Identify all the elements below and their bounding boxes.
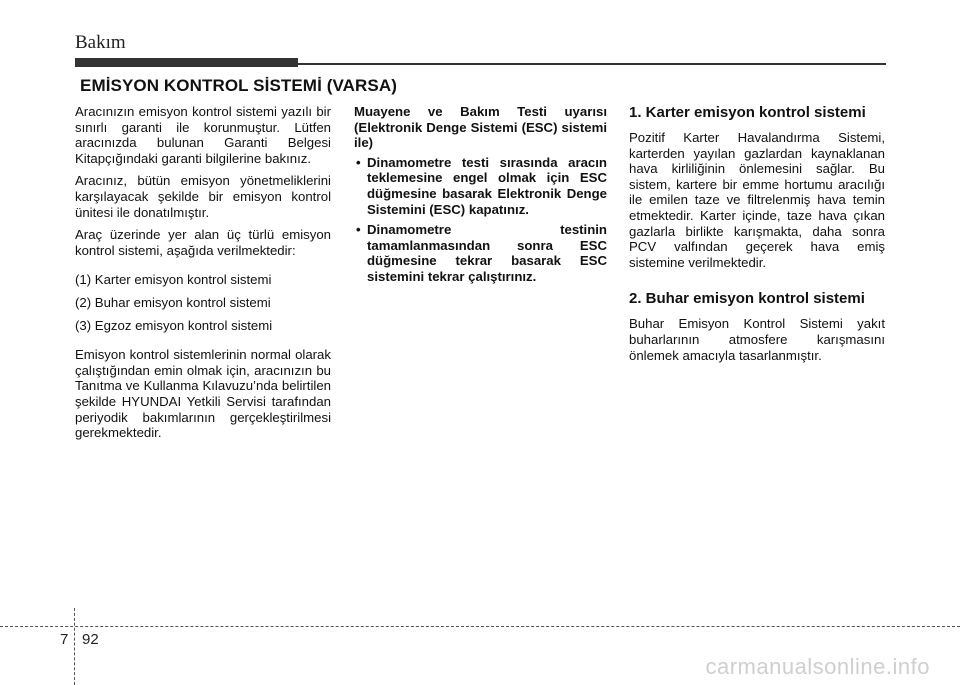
footer-rule: [0, 626, 960, 627]
paragraph: Araç üzerinde yer alan üç türlü emisyon kontrol sistemi, aşağıda verilmektedir:: [75, 227, 331, 258]
paragraph: Buhar Emisyon Kontrol Sistemi yakıt buharlarının atmosfere karışmasını önlemek amacıyla tasarlanmıştır.: [629, 316, 885, 363]
section-title: EMİSYON KONTROL SİSTEMİ (VARSA): [80, 76, 397, 95]
paragraph: Pozitif Karter Havalandırma Sistemi, karterden yayılan gazlardan kaynaklanan hava kirliliğinin önlemesini sağlar. Bu sistem, kartere bir emme hortumu aracılığı ile emilen taze ve filtrelenmiş hava temin etmektedir. Karter içinde, taze hava çıkan gazlarla birlikte karışmakta, daha sonra PCV valfından geçerek hava emiş sistemine verilmektedir.: [629, 130, 885, 270]
list-item: (2) Buhar emisyon kontrol sistemi: [75, 294, 271, 310]
page-number: 92: [82, 631, 99, 648]
header-accent-bar: [75, 58, 298, 67]
paragraph: Aracınızın emisyon kontrol sistemi yazılı bir sınırlı garanti ile korunmuştur. Lütfen aracınızda bulunan Garanti Belgesi Kitapçığındaki garanti bilgilerine bakınız.: [75, 104, 331, 166]
list-item: (1) Karter emisyon kontrol sistemi: [75, 272, 272, 288]
column-left: [75, 104, 331, 448]
paragraph: Aracınız, bütün emisyon yönetmeliklerini karşılayacak şekilde bir emisyon kontrol ünitesi ile donatılmıştır.: [75, 173, 331, 220]
column-middle: [354, 104, 607, 290]
warning-heading: Muayene ve Bakım Testi uyarısı (Elektronik Denge Sistemi (ESC) sistemi ile): [354, 104, 607, 151]
subsection-heading: 1. Karter emisyon kontrol sistemi: [629, 104, 866, 121]
subsection-heading: 2. Buhar emisyon kontrol sistemi: [629, 290, 865, 308]
bullet-text: Dinamometre testi sırasında aracın teklemesine engel olmak için ESC düğmesine basarak Elektronik Denge Sistemini (ESC) kapatınız.: [367, 154, 607, 217]
list-item: (3) Egzoz emisyon kontrol sistemi: [75, 317, 273, 333]
bullet-list: [354, 155, 607, 285]
header-rule: [298, 63, 886, 65]
bullet-item: [354, 222, 607, 284]
paragraph: Emisyon kontrol sistemlerinin normal olarak çalıştığından emin olmak için, aracınızın bu Tanıtma ve Kullanma Kılavuzu’nda belirtilen şekilde HYUNDAI Yetkili Servisi tarafından periyodik bakımlarının gerçekleştirilmesi gerekmektedir.: [75, 347, 331, 441]
watermark: carmanualsonline.info: [705, 654, 930, 679]
bullet-text: Dinamometre testinin tamamlanmasından sonra ESC düğmesine tekrar basarak ESC sistemini tekrar çalıştırınız.: [367, 222, 607, 284]
bullet-icon: •: [356, 222, 361, 238]
column-right: [629, 104, 885, 383]
footer-divider: [74, 608, 75, 685]
running-header-title: Bakım: [75, 32, 126, 53]
chapter-number: 7: [60, 631, 69, 648]
bullet-item: [354, 155, 607, 217]
bullet-icon: •: [356, 154, 361, 170]
